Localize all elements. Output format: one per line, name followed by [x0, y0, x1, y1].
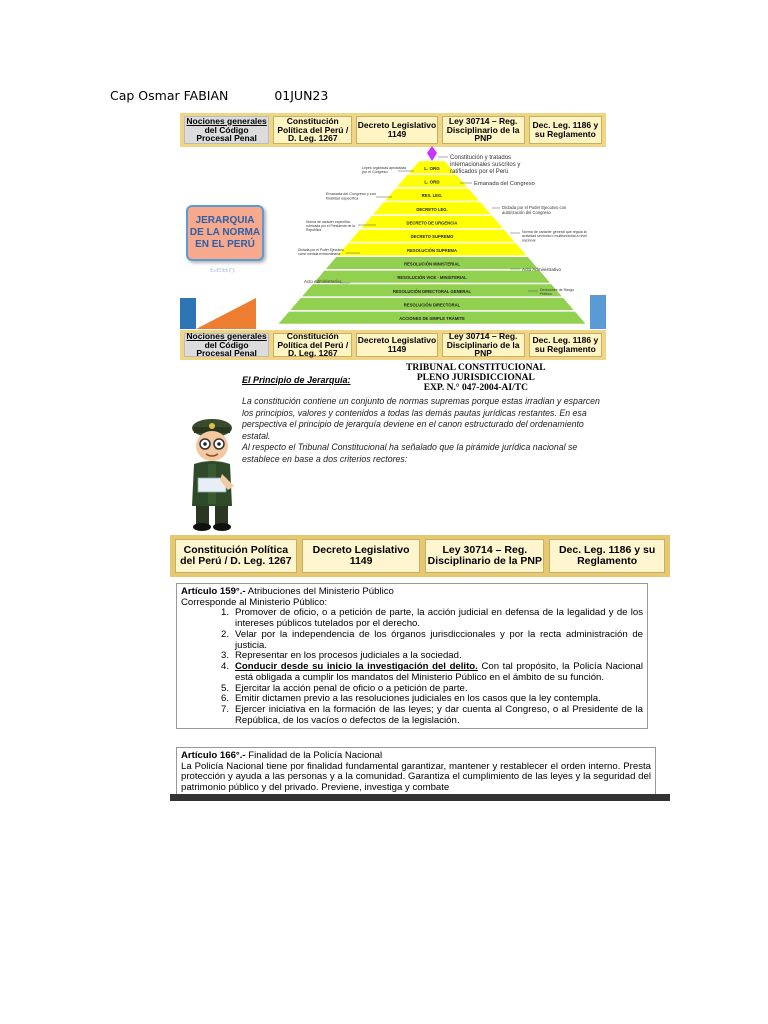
item-text: Ejercitar la acción penal de oficio o a petición de parte. [235, 682, 468, 694]
pyramid-level-label: RESOLUCIÓN SUPREMA [406, 247, 458, 253]
pyramid-note: Norma de carácter general que regula la actividad sectorial o multisectorial a nivel nacional [522, 230, 587, 243]
article-item [221, 662, 643, 683]
item-text: Ejercer iniciativa en la formación de las leyes; y dar cuenta al Congreso, o al Presidente de la República, de los vacíos o defectos de la legislación. [235, 704, 643, 726]
item-number: 3. [221, 650, 230, 662]
quote-paragraph: Al respecto el Tribunal Constitucional ha señalado que la pirámide jurídica nacional se establece en base a dos criterios rectores: [242, 442, 578, 465]
pyramid-note: Dictada por el Poder Ejecutivo como medida extraordinaria [298, 248, 344, 256]
tribunal-line: PLENO JURISDICCIONAL [416, 372, 535, 383]
pyramid-level-label: L. ORG [424, 165, 440, 171]
item-text: Velar por la independencia de los órganos jurisdiccionales y por la recta administración de justicia. [235, 628, 643, 651]
item-text: Conducir desde su inicio la investigación del delito. Con tal propósito, la Policía Nacional está obligada a cumplir los mandatos del Ministerio Público en el ámbito de su función. [235, 661, 643, 683]
pyramid-note: Emanada del Congreso y con finalidad específica [326, 192, 377, 201]
jerarquia-title-box: JERARQUIA DE LA NORMA EN EL PERÚ [186, 205, 264, 261]
document-header [110, 88, 328, 103]
pyramid-note: Dictada por el Poder Ejecutivo con autorización del Congreso [502, 205, 567, 215]
article-166-text: La Policía Nacional tiene por finalidad fundamental garantizar, mantener y restablecer el orden interno. Presta protección y ayuda a las personas y a la comunidad. Garantiza el cumplimiento de las leyes y la seguridad del patrimonio público y del privado. Previene, investiga y combate [181, 760, 651, 794]
constitucion-cell: Constitución Política del Perú / D. Leg. 1267 [273, 333, 352, 357]
pyramid-level-label: DECRETO SUPREMO [410, 234, 454, 240]
item-number: 6. [221, 693, 230, 705]
nociones-line: Procesal Penal [196, 133, 257, 144]
pyramid-apex-top [427, 146, 437, 153]
article-item [221, 630, 643, 651]
item-text: Emitir dictamen previo a las resoluciones judiciales en los casos que la ley contempla. [235, 693, 601, 705]
jerarquia-title-reflection: PERÚ [210, 267, 236, 273]
article-subject: Finalidad de la Policía Nacional [245, 750, 383, 761]
pyramid-level-label: RESOLUCIÓN DIRECTORAL GENERAL [392, 288, 472, 294]
ley-cell: Ley 30714 – Reg. Disciplinario de la PNP [442, 333, 525, 357]
quote-paragraph: La constitución contiene un conjunto de normas supremas porque estas irradian y esparcen los principios, valores y contenidos a todas las demás pautas jurídicas restantes. En esa perspectiva el principio de jerarquía deviene en el canon estructurado del ordenamiento estatal. [242, 396, 600, 441]
principio-heading: El Principio de Jerarquía: [242, 375, 351, 385]
decreto-cell: Decreto Legislativo 1149 [356, 333, 437, 357]
pyramid-level-label: RESOLUCIÓN VICE - MINISTERIAL [397, 275, 467, 281]
pyramid-note: Norma de carácter específico rubricada por el Presidente de la República [306, 220, 356, 232]
topic-header-bar [180, 330, 606, 360]
item-number: 4. [221, 661, 230, 673]
toolbar-strip [170, 794, 670, 801]
pyramid-note: Acto Administrativo [522, 267, 562, 272]
article-subject: Atribuciones del Ministerio Público [245, 586, 394, 597]
jerarquia-panel [180, 113, 606, 329]
underlined-text: Conducir desde su inicio la investigación del delito. [235, 661, 478, 673]
tribunal-line: EXP. N.° 047-2004-AI/TC [423, 382, 528, 393]
constitucion-cell: Constitución Política del Perú / D. Leg. 1267 [273, 116, 352, 144]
item-number: 1. [221, 607, 230, 619]
dec-leg-cell: Dec. Leg. 1186 y su Reglamento [549, 539, 665, 573]
tribunal-quote [242, 396, 600, 466]
pyramid-level-label: L. ORD [424, 179, 440, 185]
article-item [221, 705, 643, 726]
dec-leg-cell: Dec. Leg. 1186 y su Reglamento [529, 116, 602, 144]
article-number: Artículo 159°.- [181, 586, 246, 597]
pyramid-note: Leyes orgánicas aprobadas por el Congreso [362, 166, 407, 175]
item-text: Representar en los procesos judiciales a la sociedad. [235, 650, 462, 662]
pyramid-level-label: RESOLUCIÓN DIRECTORAL [403, 302, 461, 308]
tribunal-heading [406, 364, 546, 394]
document-date: 01JUN23 [274, 88, 329, 103]
pyramid-level-label: DECRETO DE URGENCIA [406, 220, 458, 226]
author-name: Cap Osmar FABIAN [110, 88, 229, 103]
pyramid-note: Emanada del Congreso [474, 181, 535, 187]
pyramid-level-label: RES. LEG. [421, 193, 443, 199]
ley-cell: Ley 30714 – Reg. Disciplinario de la PNP [425, 539, 544, 573]
pyramid-level-label: DECRETO LEG. [416, 206, 448, 212]
articulos-panel [170, 535, 670, 801]
nociones-line: del Código [204, 124, 249, 135]
nociones-line: Procesal Penal [196, 348, 257, 359]
pyramid-note: Acto Administrativo [304, 279, 342, 284]
pyramid-note: Constitución y tratados internacionales suscritos y ratificados por el Perú [450, 155, 521, 175]
pyramid-level-label: RESOLUCIÓN MINISTERIAL [404, 261, 460, 267]
item-number: 5. [221, 682, 230, 694]
topic-header-bar [170, 535, 670, 577]
article-159-list [221, 608, 643, 726]
decreto-cell: Decreto Legislativo 1149 [356, 116, 437, 144]
ley-cell: Ley 30714 – Reg. Disciplinario de la PNP [442, 116, 525, 144]
pyramid-level-label: ACCIONES DE SIMPLE TRÁMITE [399, 316, 465, 322]
police-officer-cartoon-icon [182, 414, 242, 532]
dec-leg-cell: Dec. Leg. 1186 y su Reglamento [529, 333, 602, 357]
article-item [221, 608, 643, 629]
item-number: 2. [221, 628, 230, 640]
article-number: Artículo 166°.- [181, 750, 246, 761]
item-number: 7. [221, 704, 230, 716]
nociones-line: Nociones generales [186, 115, 267, 126]
pyramid-apex [427, 153, 437, 161]
tribunal-panel [180, 330, 606, 532]
article-166-box [176, 747, 656, 801]
constitucion-cell: Constitución Política del Perú / D. Leg. 1267 [175, 539, 297, 573]
pyramid-note: Decisiones de Rango Público [540, 288, 575, 297]
item-text: Promover de oficio, o a petición de parte, la acción judicial en defensa de la legalidad y de los intereses públicos tutelados por el derecho. [235, 607, 643, 630]
nociones-cell [184, 330, 269, 359]
nociones-line: del Código [204, 339, 249, 350]
decreto-cell: Decreto Legislativo 1149 [302, 539, 421, 573]
article-159-box [176, 583, 648, 729]
article-intro: Corresponde al Ministerio Público: [181, 596, 328, 608]
nociones-line: Nociones generales [186, 330, 267, 341]
tribunal-line: TRIBUNAL CONSTITUCIONAL [406, 363, 546, 373]
